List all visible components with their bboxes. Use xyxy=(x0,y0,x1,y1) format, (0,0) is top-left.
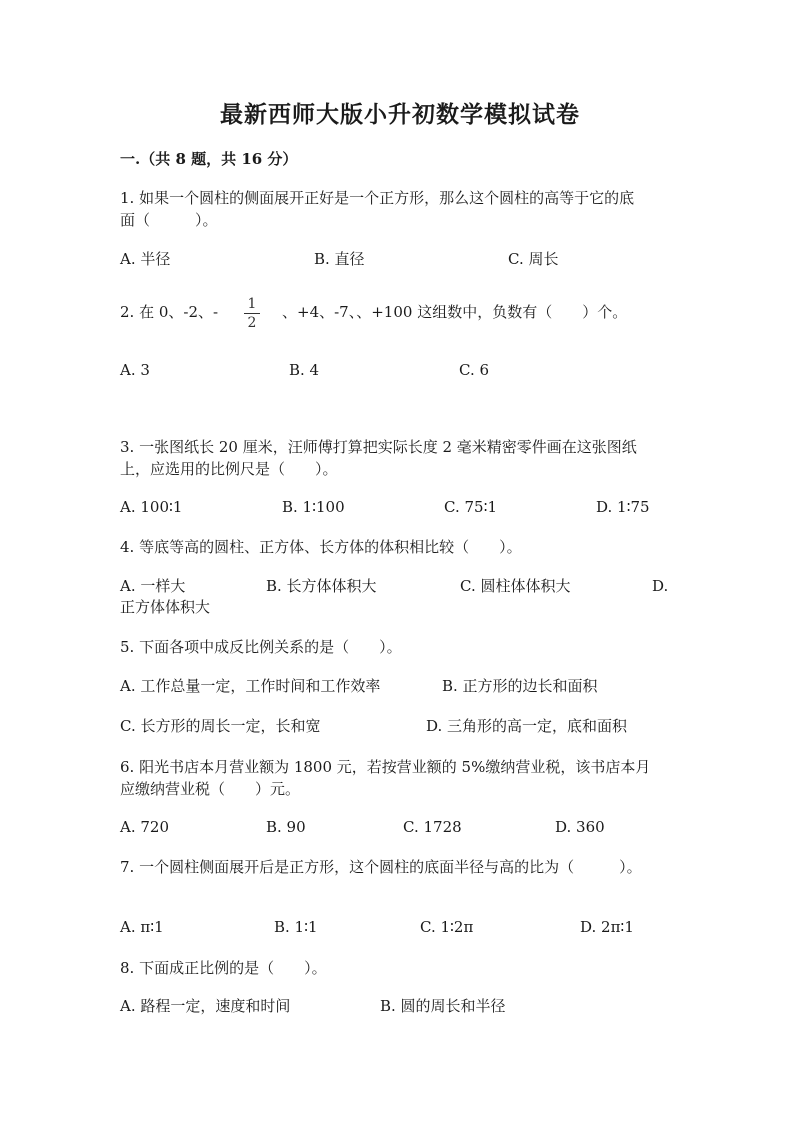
q1-option-a: A. 半径 xyxy=(120,250,171,268)
question-3-text-cont: 上，应选用的比例尺是（ ）。 xyxy=(120,460,338,478)
q8-option-b: B. 圆的周长和半径 xyxy=(380,997,506,1015)
q4-option-c: C. 圆柱体体积大 xyxy=(460,577,571,595)
q3-option-c: C. 75∶1 xyxy=(444,498,498,516)
q7-option-c: C. 1∶2π xyxy=(420,918,474,936)
fraction-numerator: 1 xyxy=(244,296,260,314)
q3-option-d: D. 1∶75 xyxy=(596,498,650,516)
fraction-denominator: 2 xyxy=(247,315,257,331)
question-2-text-start: 2. 在 0、-2、- xyxy=(120,303,219,321)
question-3-text: 3. 一张图纸长 20 厘米，汪师傅打算把实际长度 2 毫米精密零件画在这张图纸 xyxy=(120,438,637,456)
q2-option-a: A. 3 xyxy=(120,361,150,379)
q4-option-d-cont: 正方体体积大 xyxy=(120,598,211,616)
q7-option-a: A. π∶1 xyxy=(120,918,164,936)
q4-option-a: A. 一样大 xyxy=(120,577,186,595)
q6-option-d: D. 360 xyxy=(555,818,605,836)
page-title: 最新西师大版小升初数学模拟试卷 xyxy=(220,101,580,128)
q4-option-b: B. 长方体体积大 xyxy=(266,577,377,595)
question-2-text-end: 、+4、-7、、+100 这组数中，负数有（ ）个。 xyxy=(282,303,628,321)
q7-option-d: D. 2π∶1 xyxy=(580,918,634,936)
q3-option-a: A. 100∶1 xyxy=(120,498,183,516)
q1-option-b: B. 直径 xyxy=(314,250,365,268)
question-7-text: 7. 一个圆柱侧面展开后是正方形，这个圆柱的底面半径与高的比为（ ）。 xyxy=(120,858,642,876)
q8-option-a: A. 路程一定，速度和时间 xyxy=(120,997,291,1015)
q4-option-d: D. xyxy=(652,577,669,595)
q3-option-b: B. 1∶100 xyxy=(282,498,345,516)
q1-option-c: C. 周长 xyxy=(508,250,559,268)
q5-option-a: A. 工作总量一定，工作时间和工作效率 xyxy=(120,677,381,695)
q5-option-d: D. 三角形的高一定，底和面积 xyxy=(426,717,628,735)
question-4-text: 4. 等底等高的圆柱、正方体、长方体的体积相比较（ ）。 xyxy=(120,538,522,556)
q2-option-c: C. 6 xyxy=(459,361,490,379)
question-8-text: 8. 下面成正比例的是（ ）。 xyxy=(120,959,327,977)
q6-option-b: B. 90 xyxy=(266,818,306,836)
q5-option-c: C. 长方形的周长一定，长和宽 xyxy=(120,717,321,735)
question-5-text: 5. 下面各项中成反比例关系的是（ ）。 xyxy=(120,638,402,656)
question-1-text: 1. 如果一个圆柱的侧面展开正好是一个正方形，那么这个圆柱的高等于它的底 xyxy=(120,189,635,207)
q2-option-b: B. 4 xyxy=(289,361,320,379)
q6-option-a: A. 720 xyxy=(120,818,169,836)
section-heading: 一.（共 8 题，共 16 分） xyxy=(120,150,298,168)
question-6-text-cont: 应缴纳营业税（ ）元。 xyxy=(120,780,301,798)
fraction-one-half xyxy=(244,296,260,331)
q5-option-b: B. 正方形的边长和面积 xyxy=(442,677,598,695)
question-6-text: 6. 阳光书店本月营业额为 1800 元，若按营业额的 5%缴纳营业税，该书店本月 xyxy=(120,758,651,776)
q7-option-b: B. 1∶1 xyxy=(274,918,318,936)
q6-option-c: C. 1728 xyxy=(403,818,462,836)
question-1-text-cont: 面（ ）。 xyxy=(120,211,218,229)
